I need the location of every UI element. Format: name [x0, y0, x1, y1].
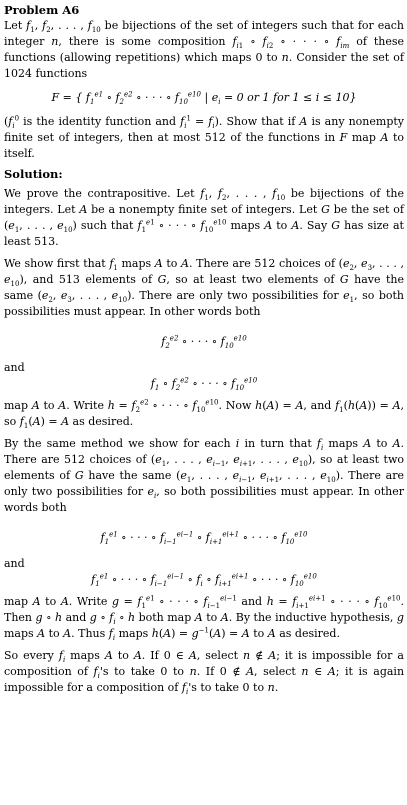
solution-paragraph-6: So every $f_i$ maps A to A. If 0 ∈ A, select n ∉ A; it is impossible for a composition of $f_i's$ to take 0 to n. If 0 ∉ A, select n ∈ A; it is again impossible for a composition of $f_i's$ to take 0 to n.: [4, 649, 405, 697]
display-equation-1: $f_2^{e2}$ ∘ · · · ∘ $f_{10}^{e10}$: [161, 334, 247, 351]
problem-paragraph-1: Let $f_1$, $f_2$, . . . , $f_{10}$ be bijections of the set of integers such that for each integer n, there is some composition $f_{i1}$ ∘ $f_{i2}$ ∘ · · · ∘ $f_{im}$ of these functions (allowing repetitions) which maps 0 to n. Consider the set of 1024 functions: [4, 19, 405, 80]
display-equation-F: F = { $f_1^{e1}$ ∘ $f_2^{e2}$ ∘ · · · ∘ $f_{10}^{e10}$ | $e_i = 0$ or 1 for 1 ≤ i ≤ 10}: [51, 90, 357, 107]
display-equation-2: $f_1$ ∘ $f_2^{e2}$ ∘ · · · ∘ $f_{10}^{e10}$: [150, 376, 258, 393]
document-page: [4, 2, 404, 696]
and-text-2: and: [4, 557, 25, 570]
solution-paragraph-5: map A to A. Write $g = f_1^{e1}$ ∘ · · · ∘ $f_{i-1}^{ei-1}$ and $h = f_{i+1}^{ei+1}$ ∘ · · · ∘ $f_{10}^{e10}$. Then g ∘ h and g ∘ $f_i$ ∘ h both map A to A. By the inductive hypothesis, g maps A to A. Thus $f_i$ maps $h(A) = g^{-1}(A) = A$ to A as desired.: [4, 594, 404, 643]
solution-paragraph-3: map A to A. Write $h = f_2^{e2}$ ∘ · · · ∘ $f_{10}^{e10}$. Now h(A) = A, and $f_1(h(A)) = A$, so $f_1(A) = A$ as desired.: [4, 398, 405, 431]
display-equation-3: $f_1^{e1}$ ∘ · · · ∘ $f_{i-1}^{ei-1}$ ∘ $f_{i+1}^{ei+1}$ ∘ · · · ∘ $f_{10}^{e10}$: [100, 530, 308, 547]
display-equation-4: $f_1^{e1}$ ∘ · · · ∘ $f_{i-1}^{ei-1}$ ∘ $f_i$ ∘ $f_{i+1}^{ei+1}$ ∘ · · · ∘ $f_{10}^{e10}$: [91, 572, 317, 589]
solution-paragraph-2: We show first that $f_1$ maps A to A. There are 512 choices of ($e_2$, $e_3$, . . . , $e_{10}$), and 513 elements of G, so at least two elements of G have the same ($e_2$, $e_3$, . . . , $e_{10}$). There are only two possibilities for $e_1$, so both possibilities must appear. In other words both: [4, 257, 404, 318]
solution-paragraph-1: We prove the contrapositive. Let $f_1$, $f_2$, . . . , $f_{10}$ be bijections of the integers. Let A be a nonempty finite set of integers. Let G be the set of ($e_1$, . . . , $e_{10}$) such that $f_1^{e1}$ ∘ · · · ∘ $f_{10}^{e10}$ maps A to A. Say G has size at least 513.: [4, 187, 405, 248]
solution-title: Solution:: [4, 167, 63, 181]
and-text-1: and: [4, 361, 25, 374]
solution-paragraph-4: By the same method we show for each i in turn that $f_i$ maps A to A. There are 512 choices of ($e_1$, . . . , $e_{i-1}$, $e_{i+1}$, . . . , $e_{10}$), so at least two elements of G have the same ($e_1$, . . . , $e_{i-1}$, $e_{i+1}$, . . . , $e_{10}$). There are only two possibilities for $e_i$, so both possibilities must appear. In other words both: [4, 437, 405, 514]
problem-title: Problem A6: [4, 3, 80, 17]
problem-paragraph-2: ($f_i^0$ is the identity function and $f_i^1 = f_i$). Show that if A is any nonempty finite set of integers, then at most 512 of the functions in F map A to itself.: [4, 114, 405, 160]
